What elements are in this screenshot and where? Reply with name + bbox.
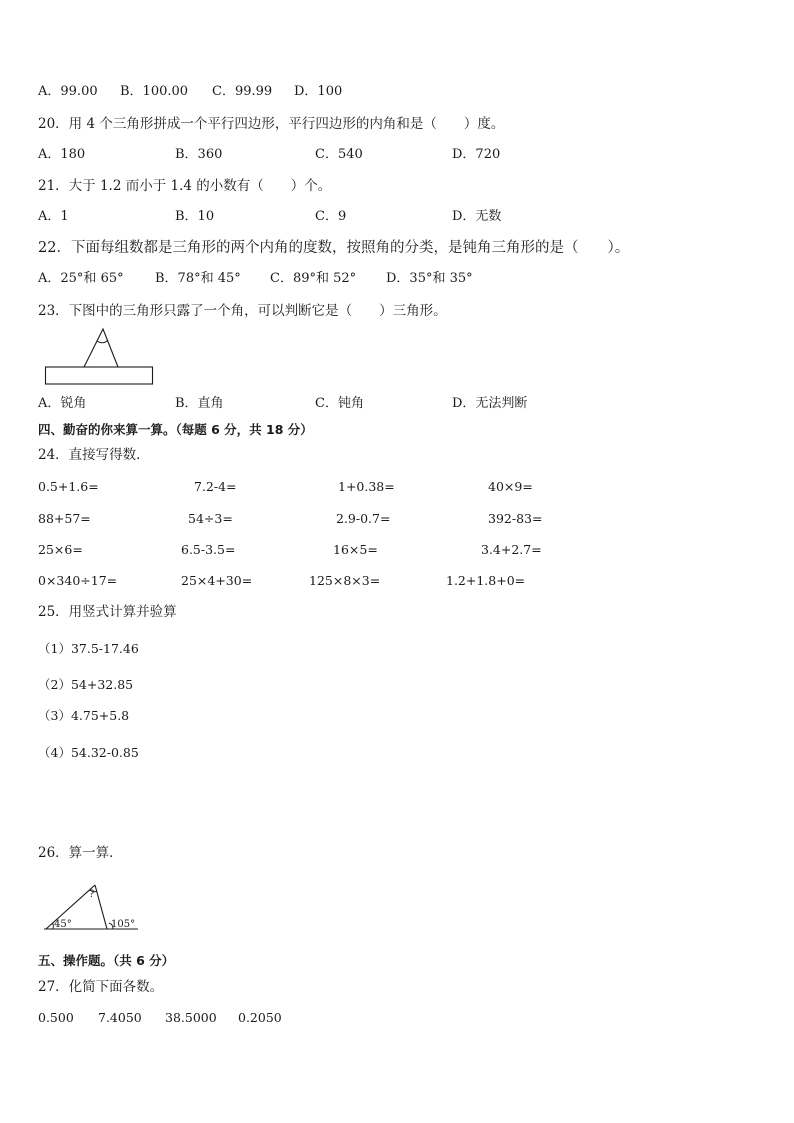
q27-number: 0.500 bbox=[38, 1010, 74, 1025]
q23-option-a: A．锐角 bbox=[38, 396, 87, 411]
q24-cell: 0.5+1.6= bbox=[38, 479, 99, 494]
q23-option-c: C．钝角 bbox=[315, 396, 364, 411]
angle-label-unknown: ? bbox=[89, 889, 95, 900]
q21-stem: 21．大于 1.2 而小于 1.4 的小数有（ ）个。 bbox=[38, 178, 332, 194]
q19-option-d: D．100 bbox=[294, 84, 343, 99]
q20-option-c: C．540 bbox=[315, 147, 363, 162]
section-4-title: 四、勤奋的你来算一算。（每题 6 分，共 18 分） bbox=[38, 422, 313, 437]
q21-option-b: B．10 bbox=[175, 209, 215, 224]
q25-item-1: （1）37.5-17.46 bbox=[38, 641, 139, 656]
q24-cell: 88+57= bbox=[38, 511, 91, 526]
q23-option-d: D．无法判断 bbox=[452, 396, 528, 411]
q19-option-a: A．99.00 bbox=[38, 84, 98, 99]
q24-cell: 16×5= bbox=[333, 542, 378, 557]
cover-rectangle bbox=[46, 367, 153, 384]
q22-option-d: D．35°和 35° bbox=[386, 271, 473, 286]
q19-option-b: B．100.00 bbox=[120, 84, 189, 99]
q25-stem: 25．用竖式计算并验算 bbox=[38, 604, 177, 620]
q24-cell: 125×8×3= bbox=[309, 573, 381, 588]
q26-stem: 26．算一算． bbox=[38, 845, 123, 861]
q20-stem: 20．用 4 个三角形拼成一个平行四边形，平行四边形的内角和是（ ）度。 bbox=[38, 116, 505, 132]
q24-cell: 1.2+1.8+0= bbox=[446, 573, 526, 588]
q27-number: 0.2050 bbox=[238, 1010, 282, 1025]
q22-option-c: C．89°和 52° bbox=[270, 271, 357, 286]
q24-cell: 54÷3= bbox=[188, 511, 233, 526]
q21-option-a: A．1 bbox=[38, 209, 69, 224]
q22-option-a: A．25°和 65° bbox=[38, 271, 124, 286]
q24-cell: 6.5-3.5= bbox=[181, 542, 236, 557]
q20-option-a: A．180 bbox=[38, 147, 86, 162]
q23-stem: 23．下图中的三角形只露了一个角，可以判断它是（ ）三角形。 bbox=[38, 303, 447, 319]
q24-cell: 25×6= bbox=[38, 542, 83, 557]
q21-option-d: D．无数 bbox=[452, 209, 502, 224]
angle-label-45: 45° bbox=[54, 919, 72, 930]
q26-triangle-figure bbox=[44, 880, 144, 932]
q22-stem: 22．下面每组数都是三角形的两个内角的度数，按照角的分类，是钝角三角形的是（ ）。 bbox=[38, 240, 630, 256]
q24-stem: 24．直接写得数． bbox=[38, 447, 150, 463]
q19-option-c: C．99.99 bbox=[212, 84, 273, 99]
q21-option-c: C．9 bbox=[315, 209, 347, 224]
q24-cell: 1+0.38= bbox=[338, 479, 395, 494]
q25-item-2: （2）54+32.85 bbox=[38, 677, 134, 692]
q22-option-b: B．78°和 45° bbox=[155, 271, 241, 286]
q24-cell: 7.2-4= bbox=[194, 479, 237, 494]
triangle-corner bbox=[84, 329, 118, 367]
q24-cell: 25×4+30= bbox=[181, 573, 253, 588]
q20-option-d: D．720 bbox=[452, 147, 501, 162]
q24-cell: 40×9= bbox=[488, 479, 533, 494]
section-5-title: 五、操作题。（共 6 分） bbox=[38, 953, 175, 968]
q27-number: 38.5000 bbox=[165, 1010, 217, 1025]
angle-arc bbox=[97, 340, 108, 343]
q24-cell: 3.4+2.7= bbox=[481, 542, 542, 557]
q23-hidden-triangle-figure bbox=[44, 326, 156, 388]
q24-cell: 0×340÷17= bbox=[38, 573, 118, 588]
q24-cell: 2.9-0.7= bbox=[336, 511, 391, 526]
q27-stem: 27．化简下面各数。 bbox=[38, 979, 164, 995]
angle-label-105: 105° bbox=[111, 919, 136, 930]
q25-item-3: （3）4.75+5.8 bbox=[38, 708, 130, 723]
q24-cell: 392-83= bbox=[488, 511, 543, 526]
q20-option-b: B．360 bbox=[175, 147, 223, 162]
q25-item-4: （4）54.32-0.85 bbox=[38, 745, 139, 760]
q23-option-b: B．直角 bbox=[175, 396, 224, 411]
q27-number: 7.4050 bbox=[98, 1010, 142, 1025]
